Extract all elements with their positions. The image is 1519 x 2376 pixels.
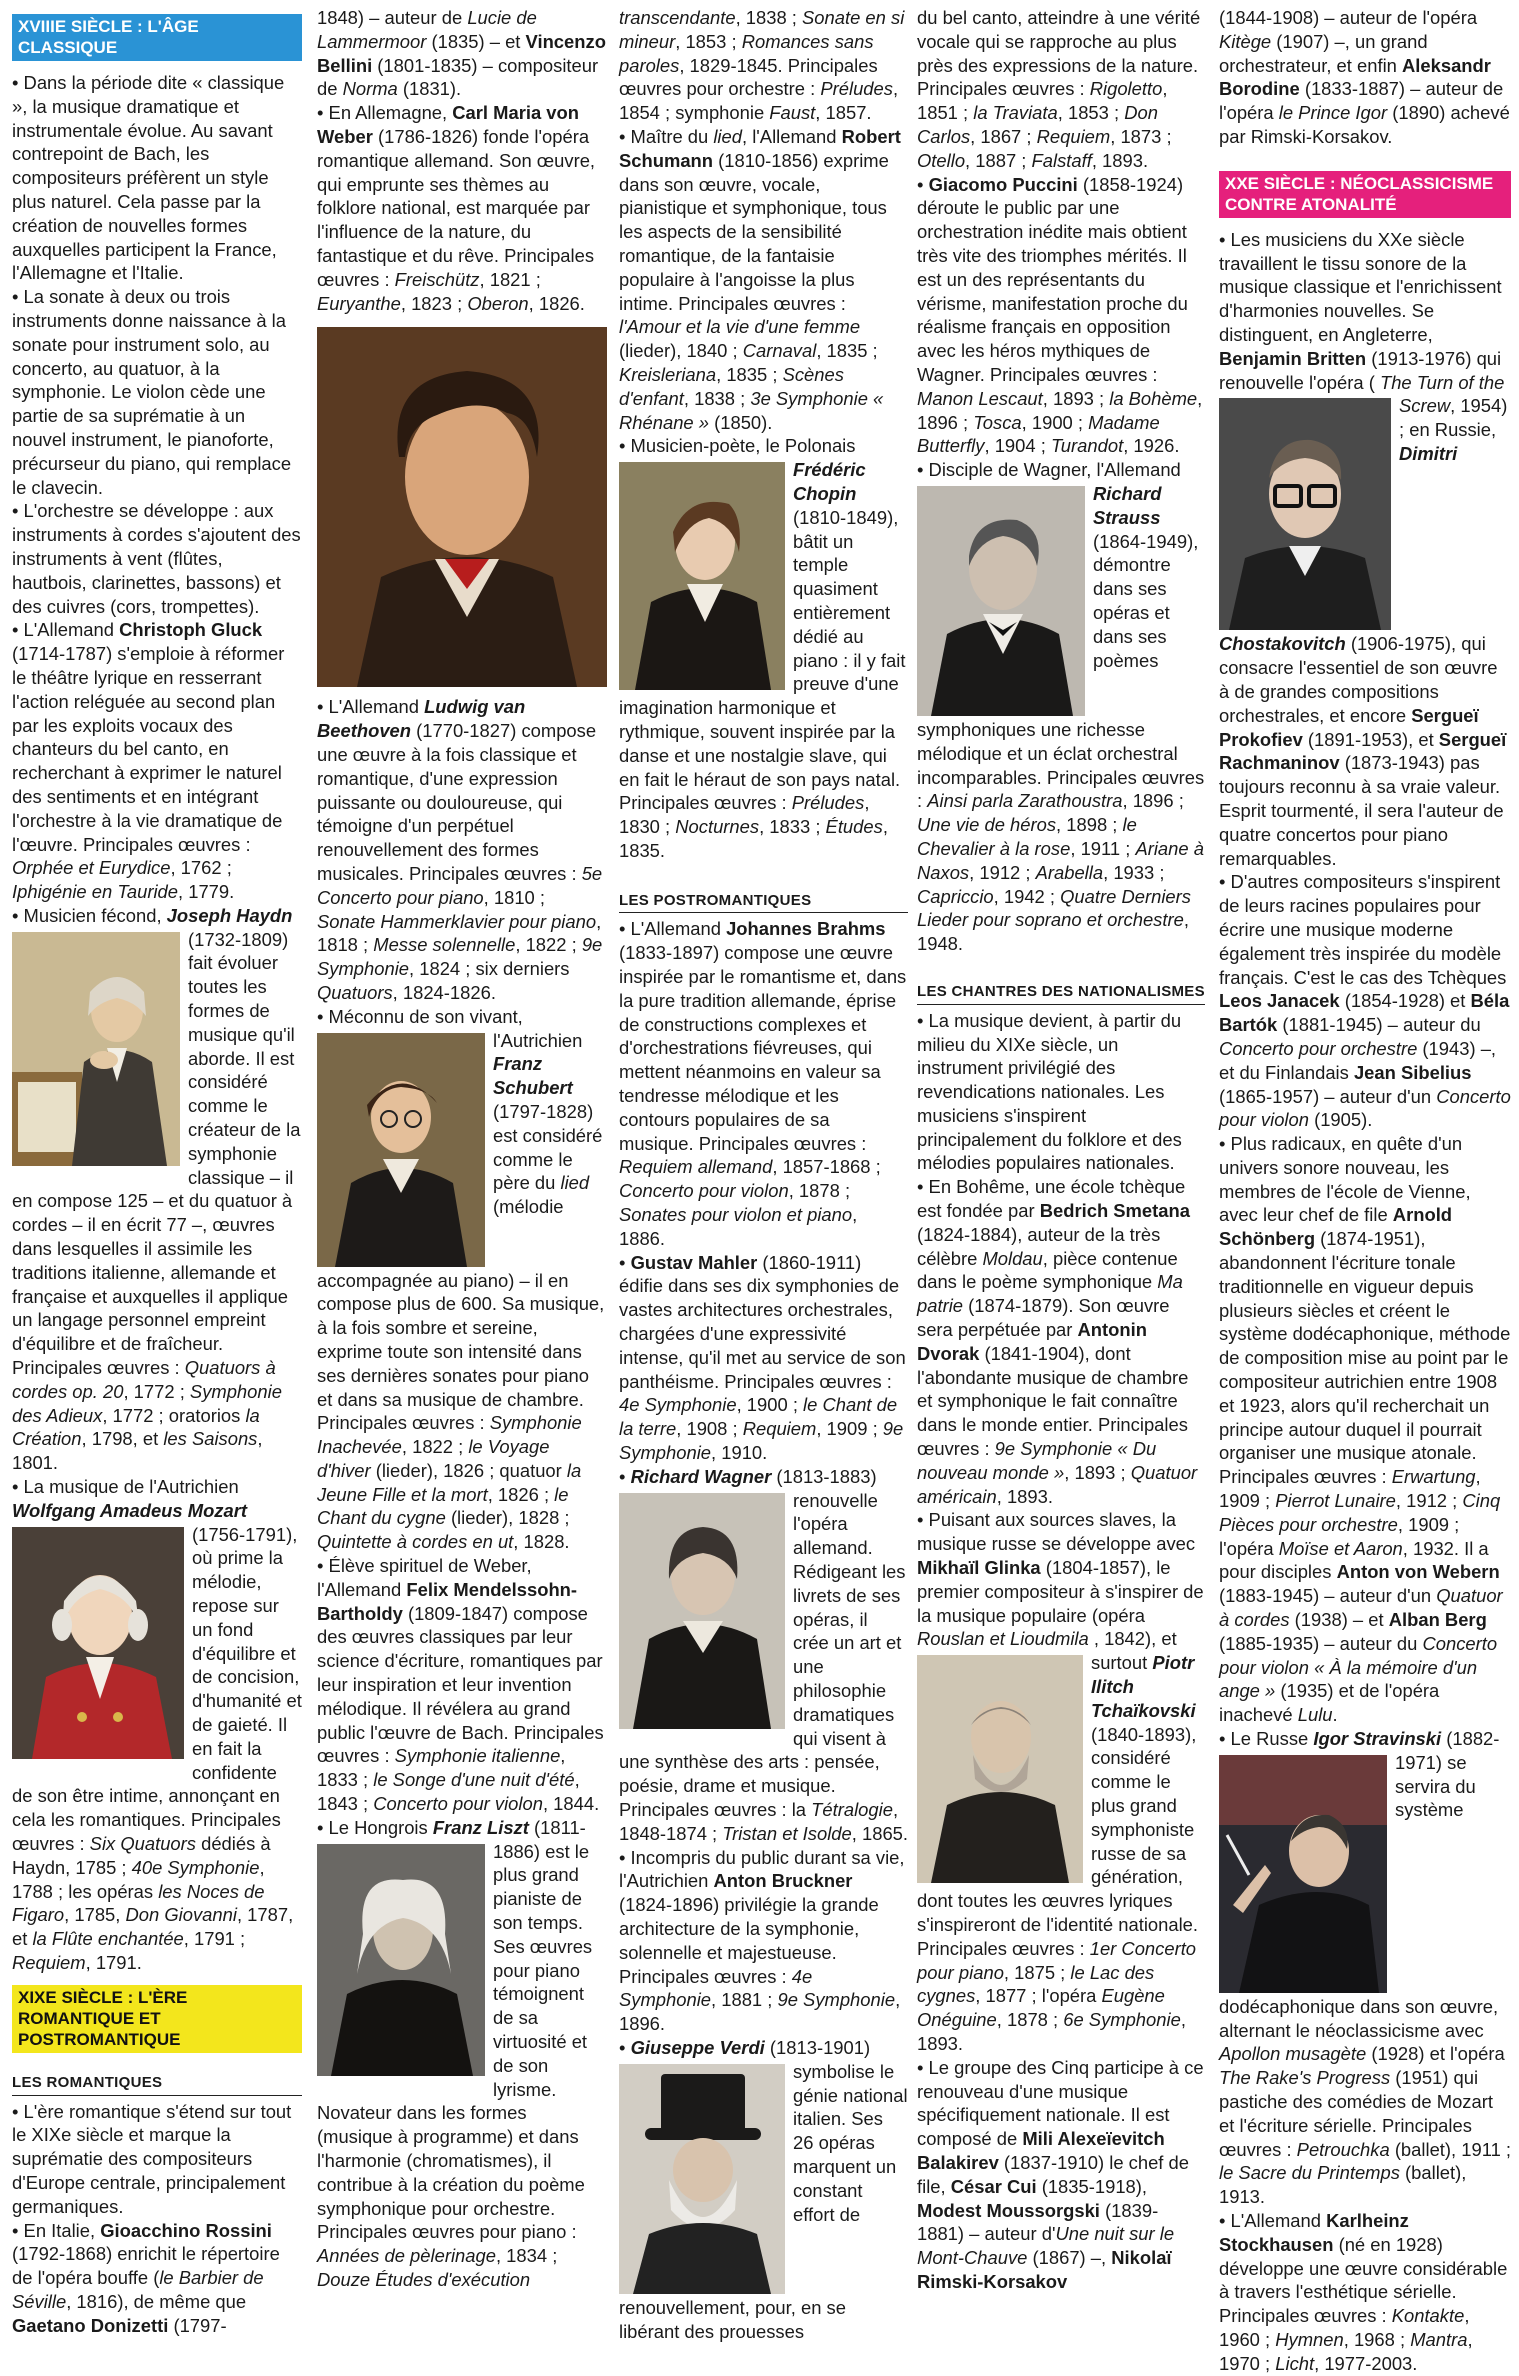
paragraph-weber: • En Allemagne, Carl Maria von Weber (1786-1826) fonde l'opéra romantique allemand. Son œuvre, qui emprunte ses thèmes au folklore national, est marquée par l'influence de la nature, du fantastique et du rêve. Principales œuvres : Freischütz, 1821 ; Euryanthe, 1823 ; Oberon, 1826. xyxy=(317,102,596,314)
composer-name: Gaetano Donizetti xyxy=(12,2314,169,2336)
composer-name: Sergueï Prokofiev xyxy=(1219,704,1479,750)
portrait-verdi xyxy=(619,2064,785,2294)
composer-name: Modest Moussorgski xyxy=(917,2199,1100,2221)
paragraph-strauss: • Disciple de Wagner, l'Allemand Richard Strauss (1864-1949), démontre dans ses opéras et dans ses poèmes symphoniques une richesse mélodique et un éclat orchestral incomparables. Principales œuvres : Ainsi parla Zarathoustra, 1896 ; Une vie de héros, 1898 ; le Chevalier à la rose, 1911 ; Ariane à Naxos, 1912 ; Arabella, 1933 ; Capriccio, 1942 ; Quatre Derniers Lieder pour soprano et orchestre, 1948. xyxy=(917,459,1205,955)
paragraph-classical-period: • Dans la période dite « classique », la musique dramatique et instrumentale évolue. Au savant contrepoint de Bach, les compositeurs préfèrent un style plus naturel. Cela passe par la création de nouvelles formes auxquelles participent la France, l'Allemagne et l'Italie. xyxy=(12,72,285,284)
paragraph-stravinski: • Le Russe Igor Stravinski (1882-1971) se servira du système dodécaphonique dans son œuvre, alternant le néoclassicisme avec Apollon musagète (1928) et l'opéra The Rake's Progress (1951) qui pastiche des comédies de Mozart et l'écriture sérielle. Principales œuvres : Petrouchka (ballet), 1911 ; le Sacre du Printemps (ballet), 1913. xyxy=(1219,1728,1512,2208)
composer-name: Wolfgang Amadeus Mozart xyxy=(12,1499,248,1521)
subheading-postromantics: LES POSTROMANTIQUES xyxy=(619,889,908,914)
portrait-schubert xyxy=(317,1033,485,1267)
paragraph-five: • Le groupe des Cinq participe à ce renouveau d'une musique spécifiquement nationale. Il est composé de Mili Alexeïevitch Balakirev (1837-1910) le chef de file, César Cui (1835-1918), Modest Moussorgski (1839-1881) – auteur d'Une nuit sur le Mont-Chauve (1867) –, Nikolaï Rimski-Korsakov xyxy=(917,2056,1204,2292)
composer-name: Giuseppe Verdi xyxy=(630,2036,765,2058)
paragraph-glinka: • Puisant aux sources slaves, la musique russe se développe avec Mikhaïl Glinka (1804-1857), le premier compositeur à s'inspirer de la musique populaire (opéra Rouslan et Lioudmila , 1842), et surtout Piotr Ilitch Tchaïkovski (1840-1893), considéré comme le plus grand symphoniste russe de sa génération, dont toutes les œuvres lyriques s'inspireront de l'identité nationale. Principales œuvres : 1er Concerto pour piano, 1875 ; le Lac des cygnes, 1877 ; l'opéra Eugène Onéguine, 1878 ; 6e Symphonie, 1893. xyxy=(917,1509,1204,2054)
composer-name: Bedrich Smetana xyxy=(1039,1200,1190,1222)
paragraph-orchestra: • L'orchestre se développe : aux instruments à cordes s'ajoutent des instruments à vent (flûtes, hautbois, clarinettes, bassons) et des cuivres (cors, trompettes). xyxy=(12,500,301,617)
composer-name: Leos Janacek xyxy=(1219,990,1340,1012)
composer-name: Karlheinz Stockhausen xyxy=(1219,2209,1409,2255)
composer-name: Carl Maria von Weber xyxy=(317,102,579,147)
composer-name: Frédéric Chopin xyxy=(793,459,866,504)
paragraph-mendelssohn: • Élève spirituel de Weber, l'Allemand Felix Mendelssohn-Bartholdy (1809-1847) compose des œuvres classiques par leur science d'écriture, romantiques par leur inspiration et leur invention mélodique. Il révélera au grand public l'œuvre de Bach. Principales œuvres : Symphonie italienne, 1833 ; le Songe d'une nuit d'été, 1843 ; Concerto pour violon, 1844. xyxy=(317,1555,604,1815)
composer-name: Richard Strauss xyxy=(1093,482,1162,528)
composer-name: Benjamin Britten xyxy=(1219,347,1367,369)
portrait-beethoven xyxy=(317,327,607,687)
composer-name: Franz Liszt xyxy=(432,1816,529,1838)
paragraph-schumann: • Maître du lied, l'Allemand Robert Schumann (1810-1856) exprime dans son œuvre, vocale, pianistique et symphonique, tous les aspects de la sensibilité romantique, de la fantaisie populaire à l'angoisse la plus intime. Principales œuvres : l'Amour et la vie d'une femme (lieder), 1840 ; Carnaval, 1835 ; Kreisleriana, 1835 ; Scènes d'enfant, 1838 ; 3e Symphonie « Rhénane » (1850). xyxy=(619,125,901,433)
paragraph-verdi-cont: du bel canto, atteindre à une vérité vocale qui se rapproche au plus près des expressions de la nature. Principales œuvres : Rigoletto, 1851 ; la Traviata, 1853 ; Don Carlos, 1867 ; Requiem, 1873 ; Otello, 1887 ; Falstaff, 1893. xyxy=(917,7,1201,171)
composer-name: Anton von Webern xyxy=(1336,1561,1500,1583)
paragraph-bellini: 1848) – auteur de Lucie de Lammermoor (1835) – et Vincenzo Bellini (1801-1835) – compositeur de Norma (1831). xyxy=(317,7,606,100)
column-1 xyxy=(12,6,302,2338)
composer-name: Giacomo Puccini xyxy=(928,173,1078,195)
composer-name: Alban Berg xyxy=(1388,1609,1487,1631)
paragraph-stockhausen: • L'Allemand Karlheinz Stockhausen (né en 1928) développe une œuvre considérable à travers l'esthétique sérielle. Principales œuvres : Kontakte, 1960 ; Hymnen, 1968 ; Mantra, 1970 ; Licht, 1977-2003. xyxy=(1219,2209,1508,2374)
subheading-nationalisms: LES CHANTRES DES NATIONALISMES xyxy=(917,980,1205,1005)
portrait-wagner xyxy=(619,1493,785,1729)
portrait-chopin xyxy=(619,462,785,690)
paragraph-borodine: (1844-1908) – auteur de l'opéra Kitège (1907) –, un grand orchestrateur, et enfin Aleksandr Borodine (1833-1887) – auteur de l'opéra le Prince Igor (1890) achevé par Rimski-Korsakov. xyxy=(1219,7,1510,147)
column-3 xyxy=(619,6,908,2343)
composer-name: Jean Sibelius xyxy=(1353,1061,1472,1083)
portrait-liszt xyxy=(317,1844,485,2076)
composer-name: Nikolaï Rimski-Korsakov xyxy=(917,2247,1172,2292)
portrait-haydn xyxy=(12,932,180,1166)
composer-name: Ludwig van Beethoven xyxy=(317,696,526,742)
subheading-romantics: LES ROMANTIQUES xyxy=(12,2071,302,2096)
composer-name: Igor Stravinski xyxy=(1313,1728,1442,1750)
paragraph-puccini: • Giacomo Puccini (1858-1924) déroute le public par une orchestration inédite mais obtient très vite des triomphes mérités. Il est un des représentants du vérisme, manifestation proche du réalisme français en opposition avec les héros mythiques de Wagner. Principales œuvres : Manon Lescaut, 1893 ; la Bohème, 1896 ; Tosca, 1900 ; Madame Butterfly, 1904 ; Turandot, 1926. xyxy=(917,173,1203,457)
composer-name: Felix Mendelssohn-Bartholdy xyxy=(317,1578,578,1624)
column-4 xyxy=(917,6,1205,2294)
composer-name: Gustav Mahler xyxy=(630,1251,758,1273)
banner-20th-century: XXE SIÈCLE : NÉOCLASSICISME CONTRE ATONALITÉ xyxy=(1219,171,1511,218)
composer-name: Antonin Dvorak xyxy=(917,1319,1147,1364)
composer-name: Béla Bartók xyxy=(1219,990,1510,1036)
paragraph-schonberg: • Plus radicaux, en quête d'un univers sonore nouveau, les membres de l'école de Vienne, avec leur chef de file Arnold Schönberg (1874-1951), abandonnent l'écriture tonale traditionnelle en vigueur depuis plusieurs siècles et créent le système dodécaphonique, méthode de composition mise au point par le compositeur autrichien entre 1908 et 1923, alors qu'il recherchait un principe autour duquel il pourrait organiser une musique atonale. Principales œuvres : Erwartung, 1909 ; Pierrot Lunaire, 1912 ; Cinq Pièces pour orchestre, 1909 ; l'opéra Moïse et Aaron, 1932. Il a pour disciples Anton von Webern (1883-1945) – auteur d'un Quatuor à cordes (1938) – et Alban Berg (1885-1935) – auteur du Concerto pour violon « À la mémoire d'un ange » (1935) et de l'opéra inachevé Lulu. xyxy=(1219,1133,1511,1726)
banner-18th-century: XVIIIE SIÈCLE : L'ÂGE CLASSIQUE xyxy=(12,14,302,61)
paragraph-mahler: • Gustav Mahler (1860-1911) édifie dans ses dix symphonies de vastes architectures orchestrales, chargées d'une expressivité intense, qu'il met au service de son panthéisme. Principales œuvres : 4e Symphonie, 1900 ; le Chant de la terre, 1908 ; Requiem, 1909 ; 9e Symphonie, 1910. xyxy=(619,1251,906,1464)
composer-name: Franz Schubert xyxy=(493,1053,573,1099)
paragraph-brahms: • L'Allemand Johannes Brahms (1833-1897) compose une œuvre inspirée par le romantisme et, dans la pure tradition allemande, éprise de constructions complexes et d'orchestrations fiévreuses, qui mettent néanmoins en valeur sa tendresse mélodique et les contours populaires de sa musique. Principales œuvres : Requiem allemand, 1857-1868 ; Concerto pour violon, 1878 ; Sonates pour violon et piano, 1886. xyxy=(619,918,907,1249)
portrait-stravinski xyxy=(1219,1755,1387,1993)
composer-name: Dimitri Chostakovitch xyxy=(1219,442,1458,655)
banner-19th-century: XIXE SIÈCLE : L'ÈRE ROMANTIQUE ET POSTROMANTIQUE xyxy=(12,1985,302,2053)
paragraph-britten: Benjamin Britten (1913-1976) qui renouvelle l'opéra ( The Turn of the Screw, 1954) ; en Russie, Dimitri Chostakovitch (1906-1975), qui consacre l'essentiel de son œuvre à de grandes compositions orchestrales, et encore Sergueï Prokofiev (1891-1953), et Sergueï Rachmaninov (1873-1943) pas toujours reconnu à sa vraie valeur. Esprit tourmenté, il sera l'auteur de quatre concertos pour piano remarquables. xyxy=(1219,347,1508,869)
paragraph-liszt-cont: transcendante, 1838 ; Sonate en si mineur, 1853 ; Romances sans paroles, 1829-1845. Principales œuvres pour orchestre : Préludes, 1854 ; symphonie Faust, 1857. xyxy=(619,7,905,124)
paragraph-20th-century: • Les musiciens du XXe siècle travaillent le tissu sonore de la musique classique et l'enrichissent d'harmonies nouvelles. Se distinguent, en Angleterre, xyxy=(1219,228,1502,345)
portrait-tchaikovsky xyxy=(917,1655,1083,1883)
column-5 xyxy=(1219,6,1511,2376)
paragraph-janacek: • D'autres compositeurs s'inspirent de leurs racines populaires pour écrire une musique moderne également très inspirée du modèle français. C'est le cas des Tchèques Leos Janacek (1854-1928) et Béla Bartók (1881-1945) – auteur du Concerto pour orchestre (1943) –, et du Finlandais Jean Sibelius (1865-1957) – auteur d'un Concerto pour violon (1905). xyxy=(1219,871,1511,1131)
paragraph-chopin: • Musicien-poète, le Polonais Frédéric Chopin (1810-1849), bâtit un temple quasiment entièrement dédié au piano : il y fait preuve d'une imagination harmonique et rythmique, souvent inspirée par la danse et une nostalgie slave, qui en fait le héraut de son pays natal. Principales œuvres : Préludes, 1830 ; Nocturnes, 1833 ; Études, 1835. xyxy=(619,435,906,861)
composer-name: Mili Alexeïevitch Balakirev xyxy=(917,2128,1165,2173)
paragraph-sonata: • La sonate à deux ou trois instruments donne naissance à la sonate pour instrument solo, au concerto, au quatuor, à la symphonie. Le violon cède une partie de sa suprématie à un nouvel instrument, le pianoforte, précurseur du piano, qui remplace le clavecin. xyxy=(12,286,292,498)
composer-name: Johannes Brahms xyxy=(726,918,886,940)
composer-name: Aleksandr Borodine xyxy=(1219,54,1491,100)
paragraph-mozart: • La musique de l'Autrichien Wolfgang Amadeus Mozart (1756-1791), où prime la mélodie, repose sur un fond d'équilibre et de concision, d'humanité et de gaieté. Il en fait la confidente de son être intime, annonçant en cela les romantiques. Principales œuvres : Six Quatuors dédiés à Haydn, 1785 ; 40e Symphonie, 1788 ; les opéras les Noces de Figaro, 1785, Don Giovanni, 1787, et la Flûte enchantée, 1791 ; Requiem, 1791. xyxy=(12,1476,302,1973)
portrait-chostakovitch xyxy=(1219,398,1391,630)
composer-name: Anton Bruckner xyxy=(713,1870,853,1892)
composer-name: Piotr Ilitch Tchaïkovski xyxy=(1091,1652,1196,1721)
composer-name: Christoph Gluck xyxy=(119,619,263,641)
composer-name: César Cui xyxy=(950,2175,1037,2197)
composer-name: Mikhaïl Glinka xyxy=(917,1557,1041,1579)
composer-name: Robert Schumann xyxy=(619,125,901,171)
paragraph-smetana: • En Bohême, une école tchèque est fondée par Bedrich Smetana (1824-1884), auteur de la très célèbre Moldau, pièce contenue dans le poème symphonique Ma patrie (1874-1879). Son œuvre sera perpétuée par Antonin Dvorak (1841-1904), dont l'abondante musique de chambre et symphonique le fait connaître dans le monde entier. Principales œuvres : 9e Symphonie « Du nouveau monde », 1893 ; Quatuor américain, 1893. xyxy=(917,1176,1198,1507)
paragraph-wagner: • Richard Wagner (1813-1883) renouvelle l'opéra allemand. Rédigeant les livrets de ses opéras, il crée un art et une philosophie dramatiques qui visent à une synthèse des arts : pensée, poésie, drame et musique. Principales œuvres : la Tétralogie, 1848-1874 ; Tristan et Isolde, 1865. xyxy=(619,1465,909,1844)
paragraph-verdi: • Giuseppe Verdi (1813-1901) symbolise le génie national italien. Ses 26 opéras marquent un constant effort de renouvellement, pour, en se libérant des prouesses xyxy=(619,2036,908,2342)
composer-name: Vincenzo Bellini xyxy=(317,30,606,76)
paragraph-romantic-era: • L'ère romantique s'étend sur tout le XIXe siècle et marque la suprématie des compositeurs d'Europe centrale, principalement germaniques. xyxy=(12,2100,292,2217)
paragraph-bruckner: • Incompris du public durant sa vie, l'Autrichien Anton Bruckner (1824-1896) privilégie la grande architecture de la symphonie, solennelle et majestueuse. Principales œuvres : 4e Symphonie, 1881 ; 9e Symphonie, 1896. xyxy=(619,1846,905,2035)
composer-name: Richard Wagner xyxy=(630,1465,772,1487)
portrait-strauss xyxy=(917,486,1085,716)
composer-name: Arnold Schönberg xyxy=(1219,1204,1453,1250)
paragraph-nationalisms: • La musique devient, à partir du milieu du XIXe siècle, un instrument privilégié des revendications nationales. Les musiciens s'inspirent principalement du folklore et des mélodies populaires nationales. xyxy=(917,1009,1182,1174)
paragraph-rossini: • En Italie, Gioacchino Rossini (1792-1868) enrichit le répertoire de l'opéra bouffe (le Barbier de Séville, 1816), de même que Gaetano Donizetti (1797- xyxy=(12,2219,280,2336)
composer-name: Sergueï Rachmaninov xyxy=(1219,728,1507,774)
composer-name: Gioacchino Rossini xyxy=(100,2219,272,2241)
column-2 xyxy=(317,6,607,2292)
composer-name: Joseph Haydn xyxy=(166,904,293,926)
portrait-mozart xyxy=(12,1527,184,1759)
paragraph-gluck: • L'Allemand Christoph Gluck (1714-1787) s'emploie à réformer le théâtre lyrique en resserrant l'action reléguée au second plan par les exploits vocaux des chanteurs du bel canto, en recherchant à exprimer le naturel des sentiments et en intégrant l'orchestre à la vie dramatique de l'œuvre. Principales œuvres : Orphée et Eurydice, 1762 ; Iphigénie en Tauride, 1779. xyxy=(12,619,285,903)
paragraph-haydn: • Musicien fécond, Joseph Haydn (1732-1809) fait évoluer toutes les formes de musique qu'il aborde. Il est considéré comme le créateur de la symphonie classique – il en compose 125 – et du quatuor à cordes – il en écrit 77 –, œuvres dans lesquelles il assimile les traditions italienne, allemande et française et auxquelles il applique un langage personnel empreint d'équilibre et de fraîcheur. Principales œuvres : Quatuors à cordes op. 20, 1772 ; Symphonie des Adieux, 1772 ; oratorios la Création, 1798, et les Saisons, 1801. xyxy=(12,904,301,1474)
paragraph-beethoven: • L'Allemand Ludwig van Beethoven (1770-1827) compose une œuvre à la fois classique et romantique, d'une expression puissante ou douloureuse, qui témoigne d'un perpétuel renouvellement des formes musicales. Principales œuvres : 5e Concerto pour piano, 1810 ; Sonate Hammerklavier pour piano, 1818 ; Messe solennelle, 1822 ; 9e Symphonie, 1824 ; six derniers Quatuors, 1824-1826. xyxy=(317,696,603,1003)
paragraph-liszt: • Le Hongrois Franz Liszt (1811-1886) est le plus grand pianiste de son temps. Ses œuvres pour piano témoignent de sa virtuosité et de son lyrisme. Novateur dans les formes (musique à programme) et dans l'harmonie (chromatismes), il contribue à la création du poème symphonique pour orchestre. Principales œuvres pour piano : Années de pèlerinage, 1834 ; Douze Études d'exécution xyxy=(317,1816,593,2290)
paragraph-schubert: • Méconnu de son vivant, l'Autrichien Franz Schubert (1797-1828) est considéré comme le père du lied (mélodie accompagnée au piano) – il en compose plus de 600. Sa musique, à la fois sombre et sereine, exprime toute son intensité dans ses dernières sonates pour piano et dans sa musique de chambre. Principales œuvres : Symphonie Inachevée, 1822 ; le Voyage d'hiver (lieder), 1826 ; quatuor la Jeune Fille et la mort, 1826 ; le Chant du cygne (lieder), 1828 ; Quintette à cordes en ut, 1828. xyxy=(317,1005,605,1553)
